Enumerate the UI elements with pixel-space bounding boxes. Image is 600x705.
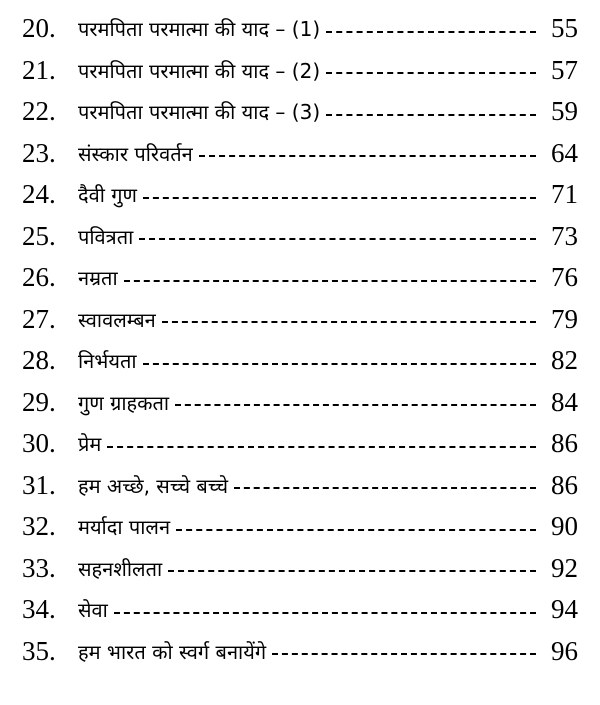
toc-entry-number: 28. (22, 345, 56, 376)
toc-entry-24[interactable] (22, 174, 578, 216)
toc-entry-27[interactable] (22, 299, 578, 341)
toc-entry-title: परमपिता परमात्मा की याद – (1) (78, 17, 321, 42)
dotted-leader (114, 612, 536, 614)
dotted-leader (326, 31, 536, 33)
toc-entry-page: 79 (551, 303, 578, 334)
toc-entry-22[interactable] (22, 91, 578, 133)
toc-entry-page: 71 (551, 179, 578, 210)
toc-entry-number: 27. (22, 303, 56, 334)
toc-entry-page: 82 (551, 345, 578, 376)
toc-entry-number: 26. (22, 262, 56, 293)
toc-entry-page: 90 (551, 511, 578, 542)
dotted-leader (175, 404, 536, 406)
dotted-leader (139, 238, 536, 240)
dotted-leader (326, 114, 536, 116)
toc-entry-23[interactable] (22, 133, 578, 175)
table-of-contents (22, 8, 578, 672)
toc-entry-number: 22. (22, 96, 56, 127)
dotted-leader (143, 197, 536, 199)
toc-entry-25[interactable] (22, 216, 578, 258)
toc-entry-page: 57 (551, 54, 578, 85)
toc-entry-title: हम अच्छे, सच्चे बच्चे (78, 473, 229, 498)
toc-entry-title: सेवा (78, 598, 108, 623)
toc-entry-title: निर्भयता (78, 349, 137, 374)
toc-entry-title: सहनशीलता (78, 556, 163, 581)
toc-entry-number: 29. (22, 386, 56, 417)
toc-entry-title: प्रेम (78, 432, 102, 457)
toc-entry-page: 94 (551, 594, 578, 625)
toc-entry-35[interactable] (22, 631, 578, 673)
toc-entry-page: 73 (551, 220, 578, 251)
toc-entry-number: 33. (22, 552, 56, 583)
toc-entry-number: 35. (22, 635, 56, 666)
toc-entry-title: परमपिता परमात्मा की याद – (3) (78, 100, 321, 125)
toc-entry-number: 25. (22, 220, 56, 251)
toc-entry-33[interactable] (22, 548, 578, 590)
toc-entry-page: 86 (551, 469, 578, 500)
toc-entry-page: 64 (551, 137, 578, 168)
toc-entry-page: 55 (551, 13, 578, 44)
toc-entry-title: गुण ग्राहकता (78, 390, 170, 415)
toc-entry-title: परमपिता परमात्मा की याद – (2) (78, 58, 321, 83)
dotted-leader (234, 487, 536, 489)
toc-entry-number: 31. (22, 469, 56, 500)
toc-entry-34[interactable] (22, 589, 578, 631)
toc-entry-page: 76 (551, 262, 578, 293)
toc-entry-30[interactable] (22, 423, 578, 465)
toc-entry-number: 20. (22, 13, 56, 44)
dotted-leader (199, 155, 536, 157)
toc-entry-21[interactable] (22, 50, 578, 92)
toc-entry-page: 96 (551, 635, 578, 666)
dotted-leader (107, 446, 536, 448)
toc-entry-29[interactable] (22, 382, 578, 424)
dotted-leader (326, 72, 536, 74)
toc-entry-page: 84 (551, 386, 578, 417)
toc-entry-title: संस्कार परिवर्तन (78, 141, 193, 166)
toc-entry-title: दैवी गुण (78, 183, 137, 208)
dotted-leader (143, 363, 536, 365)
toc-entry-number: 32. (22, 511, 56, 542)
toc-entry-number: 21. (22, 54, 56, 85)
dotted-leader (176, 529, 536, 531)
toc-entry-26[interactable] (22, 257, 578, 299)
toc-entry-31[interactable] (22, 465, 578, 507)
toc-entry-title: हम भारत को स्वर्ग बनायेंगे (78, 639, 267, 664)
toc-entry-20[interactable] (22, 8, 578, 50)
toc-entry-number: 34. (22, 594, 56, 625)
toc-entry-title: नम्रता (78, 266, 118, 291)
dotted-leader (272, 653, 536, 655)
toc-entry-number: 30. (22, 428, 56, 459)
toc-entry-page: 92 (551, 552, 578, 583)
toc-entry-title: स्वावलम्बन (78, 307, 156, 332)
dotted-leader (168, 570, 536, 572)
toc-entry-title: पवित्रता (78, 224, 134, 249)
dotted-leader (162, 321, 536, 323)
toc-entry-32[interactable] (22, 506, 578, 548)
toc-entry-28[interactable] (22, 340, 578, 382)
toc-entry-number: 24. (22, 179, 56, 210)
toc-entry-page: 86 (551, 428, 578, 459)
toc-entry-page: 59 (551, 96, 578, 127)
toc-entry-number: 23. (22, 137, 56, 168)
toc-entry-title: मर्यादा पालन (78, 515, 171, 540)
dotted-leader (124, 280, 536, 282)
